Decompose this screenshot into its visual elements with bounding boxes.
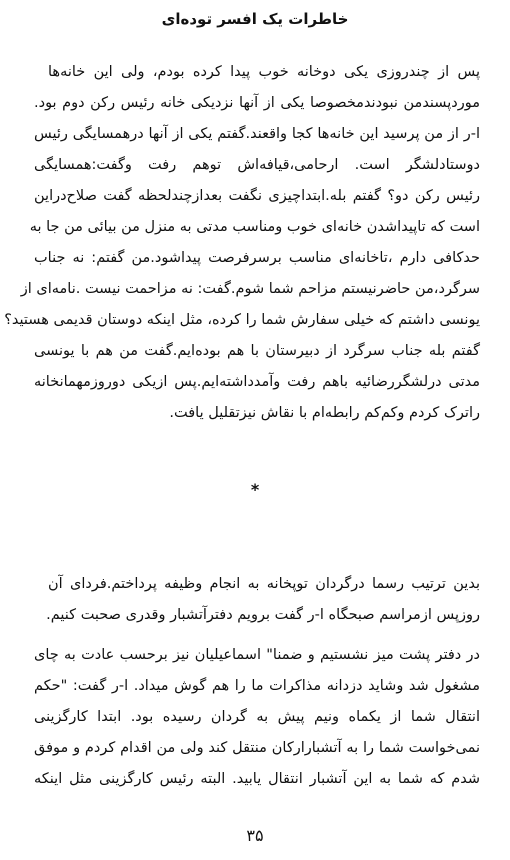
text-line: حدکافی دارم ،تاخانه‌ای مناسب برسرفرصت پیداشود.من گفتم: نه جناب <box>34 250 480 266</box>
page-number: ۳۵ <box>246 826 264 845</box>
text-line: انتقال شما از یکماه ونیم پیش به گردان رسیده بود. ابتدا کارگزینی <box>34 709 480 725</box>
running-header: خاطرات یک افسر توده‌ای <box>161 10 349 28</box>
text-line: موردپسندمن نبودندمخصوصا یکی از آنها نزدیکی خانه رئیس رکن دوم بود. <box>34 95 480 111</box>
text-line: ا-ر از من پرسید این خانه‌ها کجا واقعند.گفتم یکی از آنها درهمسایگی رئیس <box>34 126 480 142</box>
text-line: یونسی داشتم که خیلی سفارش شما را کرده، مثل اینکه دوستان قدیمی هستید؟ <box>4 312 480 328</box>
text-line: گفتم بله جناب سرگرد از دبیرستان با هم بوده‌ایم.گفت من هم با یونسی <box>34 343 480 359</box>
text-line: مدتی درلشگررضائیه باهم رفت وآمدداشته‌ایم.پس ازیکی دوروزمهمانخانه <box>34 374 480 390</box>
text-line: دوستادلشگر است. ارحامی،قیافه‌اش توهم رفت وگفت:همسایگی <box>34 157 480 173</box>
text-line: است که تاپیداشدن خانه‌ای خوب ومناسب مدتی به منزل من بیائی من جا به <box>29 219 480 235</box>
text-line: روزپس ازمراسم صبحگاه ا-ر گفت برویم دفترآتشبار وقدری صحبت کنیم. <box>46 607 480 623</box>
text-line: سرگرد،من حاضرنیستم مزاحم شما شوم.گفت: نه مزاحمت نیست .نامه‌ای از <box>20 281 480 297</box>
text-line: مشغول شد وشاید دزدانه مذاکرات ما را هم گوش میداد. ا-ر گفت: "حکم <box>34 678 480 694</box>
text-line: پس از چندروزی یکی دوخانه خوب پیدا کرده بودم، ولی این خانه‌ها <box>48 64 480 80</box>
text-line: رئیس رکن دو؟ گفتم بله.ابتداچیزی نگفت بعدازچندلحظه گفت صلاح‌دراین <box>34 188 480 204</box>
text-line: بدین ترتیب رسما درگردان توپخانه به انجام وظیفه پرداختم.فردای آن <box>48 576 480 592</box>
text-line: راترک کردم وکم‌کم رابطه‌ام با نقاش نیزتقلیل یافت. <box>169 405 480 421</box>
text-line: در دفتر پشت میز نشستیم و ضمنا" اسماعیلیان نیز برحسب عادت به چای <box>34 647 480 663</box>
section-separator: * <box>250 480 260 499</box>
text-line: شدم که شما به این آتشبار انتقال یابید. البته رئیس کارگزینی مثل اینکه <box>34 771 480 787</box>
text-line: نمی‌خواست شما را به آتشبارارکان منتقل کند ولی من اقدام کردم و موفق <box>34 740 480 756</box>
